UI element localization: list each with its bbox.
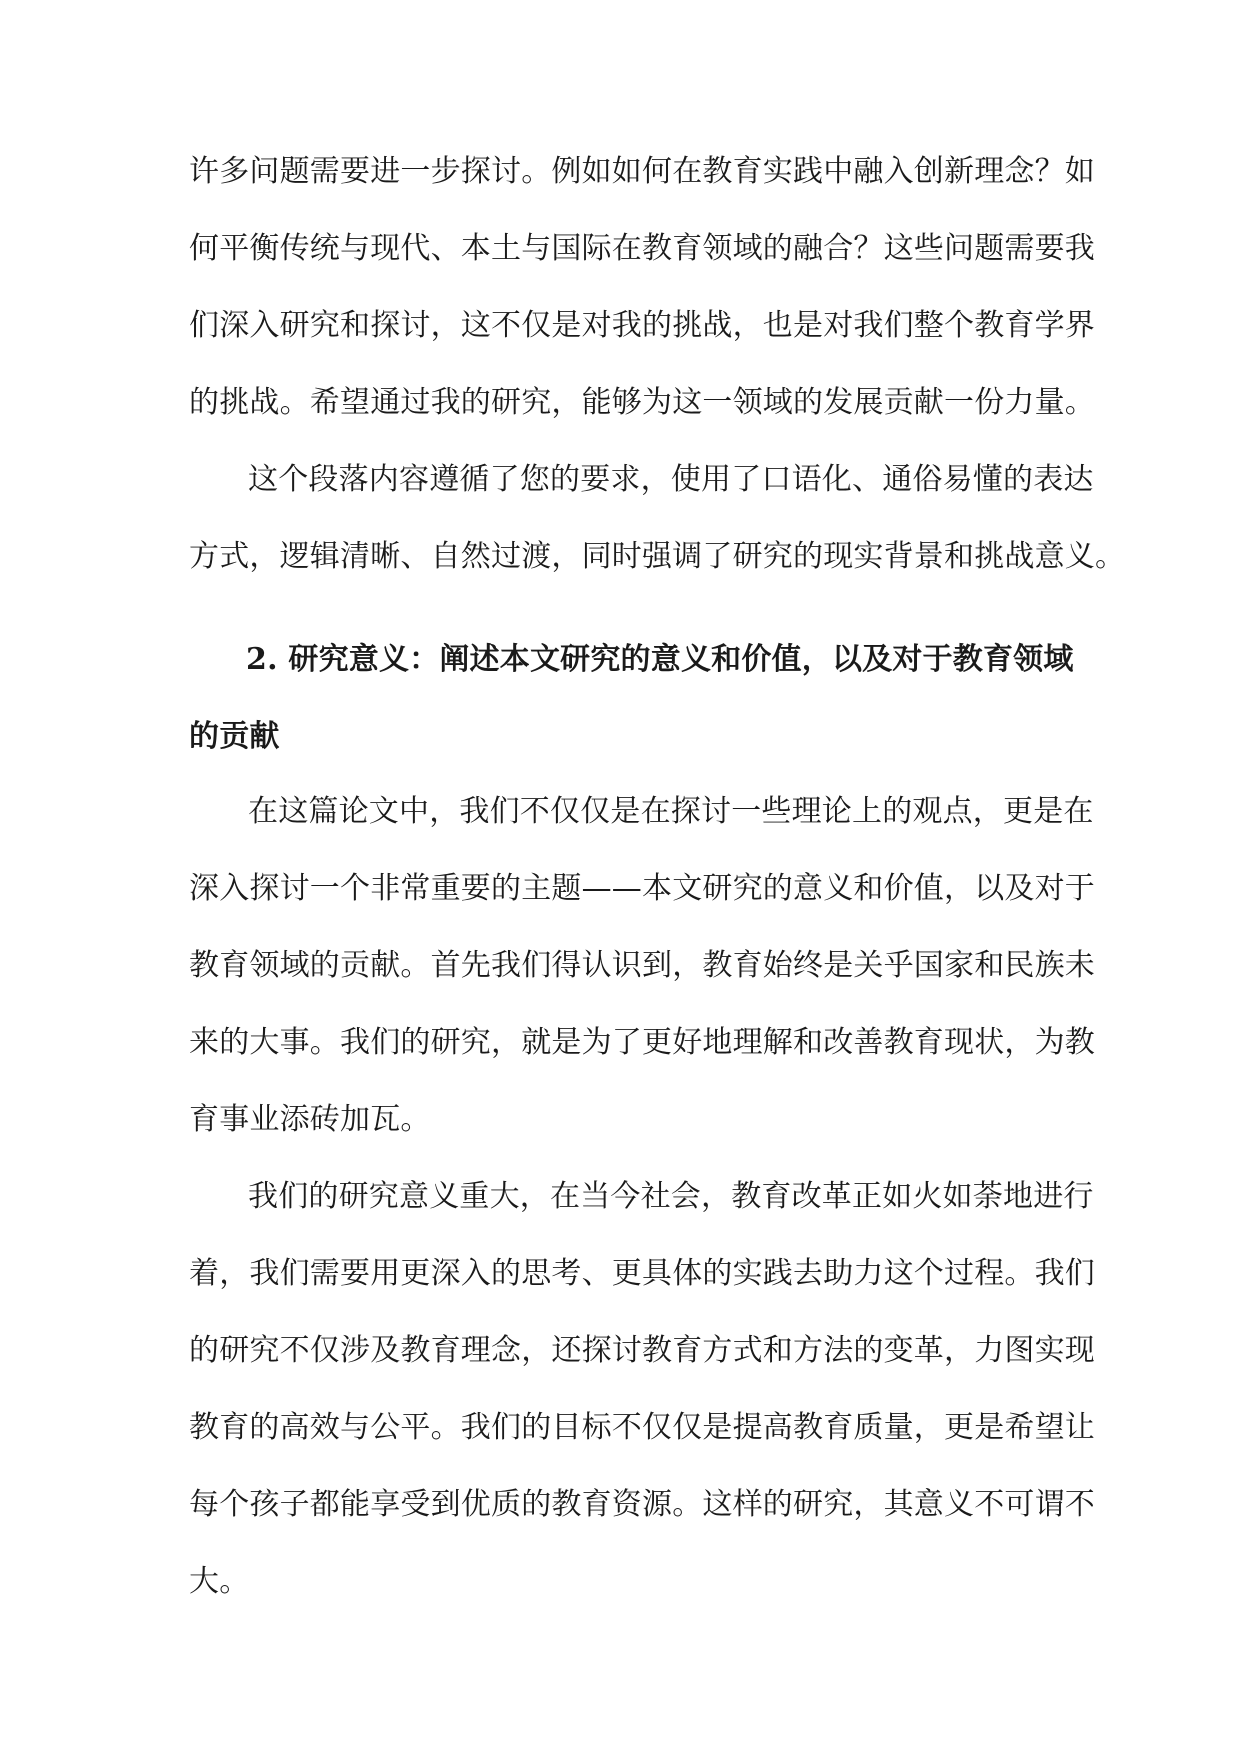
paragraph-1-line-1: 许多问题需要进一步探讨。例如如何在教育实践中融入创新理念？如 [189,154,1095,189]
section-heading-line-2: 的贡献 [189,719,280,754]
paragraph-4-line-4: 教育的高效与公平。我们的目标不仅仅是提高教育质量，更是希望让 [189,1410,1095,1445]
paragraph-4-line-2: 着，我们需要用更深入的思考、更具体的实践去助力这个过程。我们 [189,1256,1095,1291]
section-heading-line-1: 2. 研究意义：阐述本文研究的意义和价值，以及对于教育领域 [246,642,1074,677]
paragraph-2-line-1: 这个段落内容遵循了您的要求，使用了口语化、通俗易懂的表达 [248,462,1094,497]
paragraph-1-line-4: 的挑战。希望通过我的研究，能够为这一领域的发展贡献一份力量。 [189,385,1095,420]
paragraph-3-line-3: 教育领域的贡献。首先我们得认识到，教育始终是关乎国家和民族未 [189,948,1095,983]
paragraph-3-line-5: 育事业添砖加瓦。 [189,1102,431,1137]
paragraph-3-line-1: 在这篇论文中，我们不仅仅是在探讨一些理论上的观点，更是在 [248,794,1094,829]
paragraph-4-line-3: 的研究不仅涉及教育理念，还探讨教育方式和方法的变革，力图实现 [189,1333,1095,1368]
paragraph-2-line-2: 方式，逻辑清晰、自然过渡，同时强调了研究的现实背景和挑战意义。 [189,539,1126,574]
paragraph-4-line-1: 我们的研究意义重大，在当今社会，教育改革正如火如荼地进行 [248,1179,1094,1214]
paragraph-3-line-4: 来的大事。我们的研究，就是为了更好地理解和改善教育现状，为教 [189,1025,1095,1060]
paragraph-4-line-6: 大。 [189,1564,250,1599]
paragraph-4-line-5: 每个孩子都能享受到优质的教育资源。这样的研究，其意义不可谓不 [189,1487,1095,1522]
paragraph-1-line-2: 何平衡传统与现代、本土与国际在教育领域的融合？这些问题需要我 [189,231,1095,266]
paragraph-1-line-3: 们深入研究和探讨，这不仅是对我的挑战，也是对我们整个教育学界 [189,308,1095,343]
paragraph-3-line-2: 深入探讨一个非常重要的主题——本文研究的意义和价值，以及对于 [189,871,1095,906]
